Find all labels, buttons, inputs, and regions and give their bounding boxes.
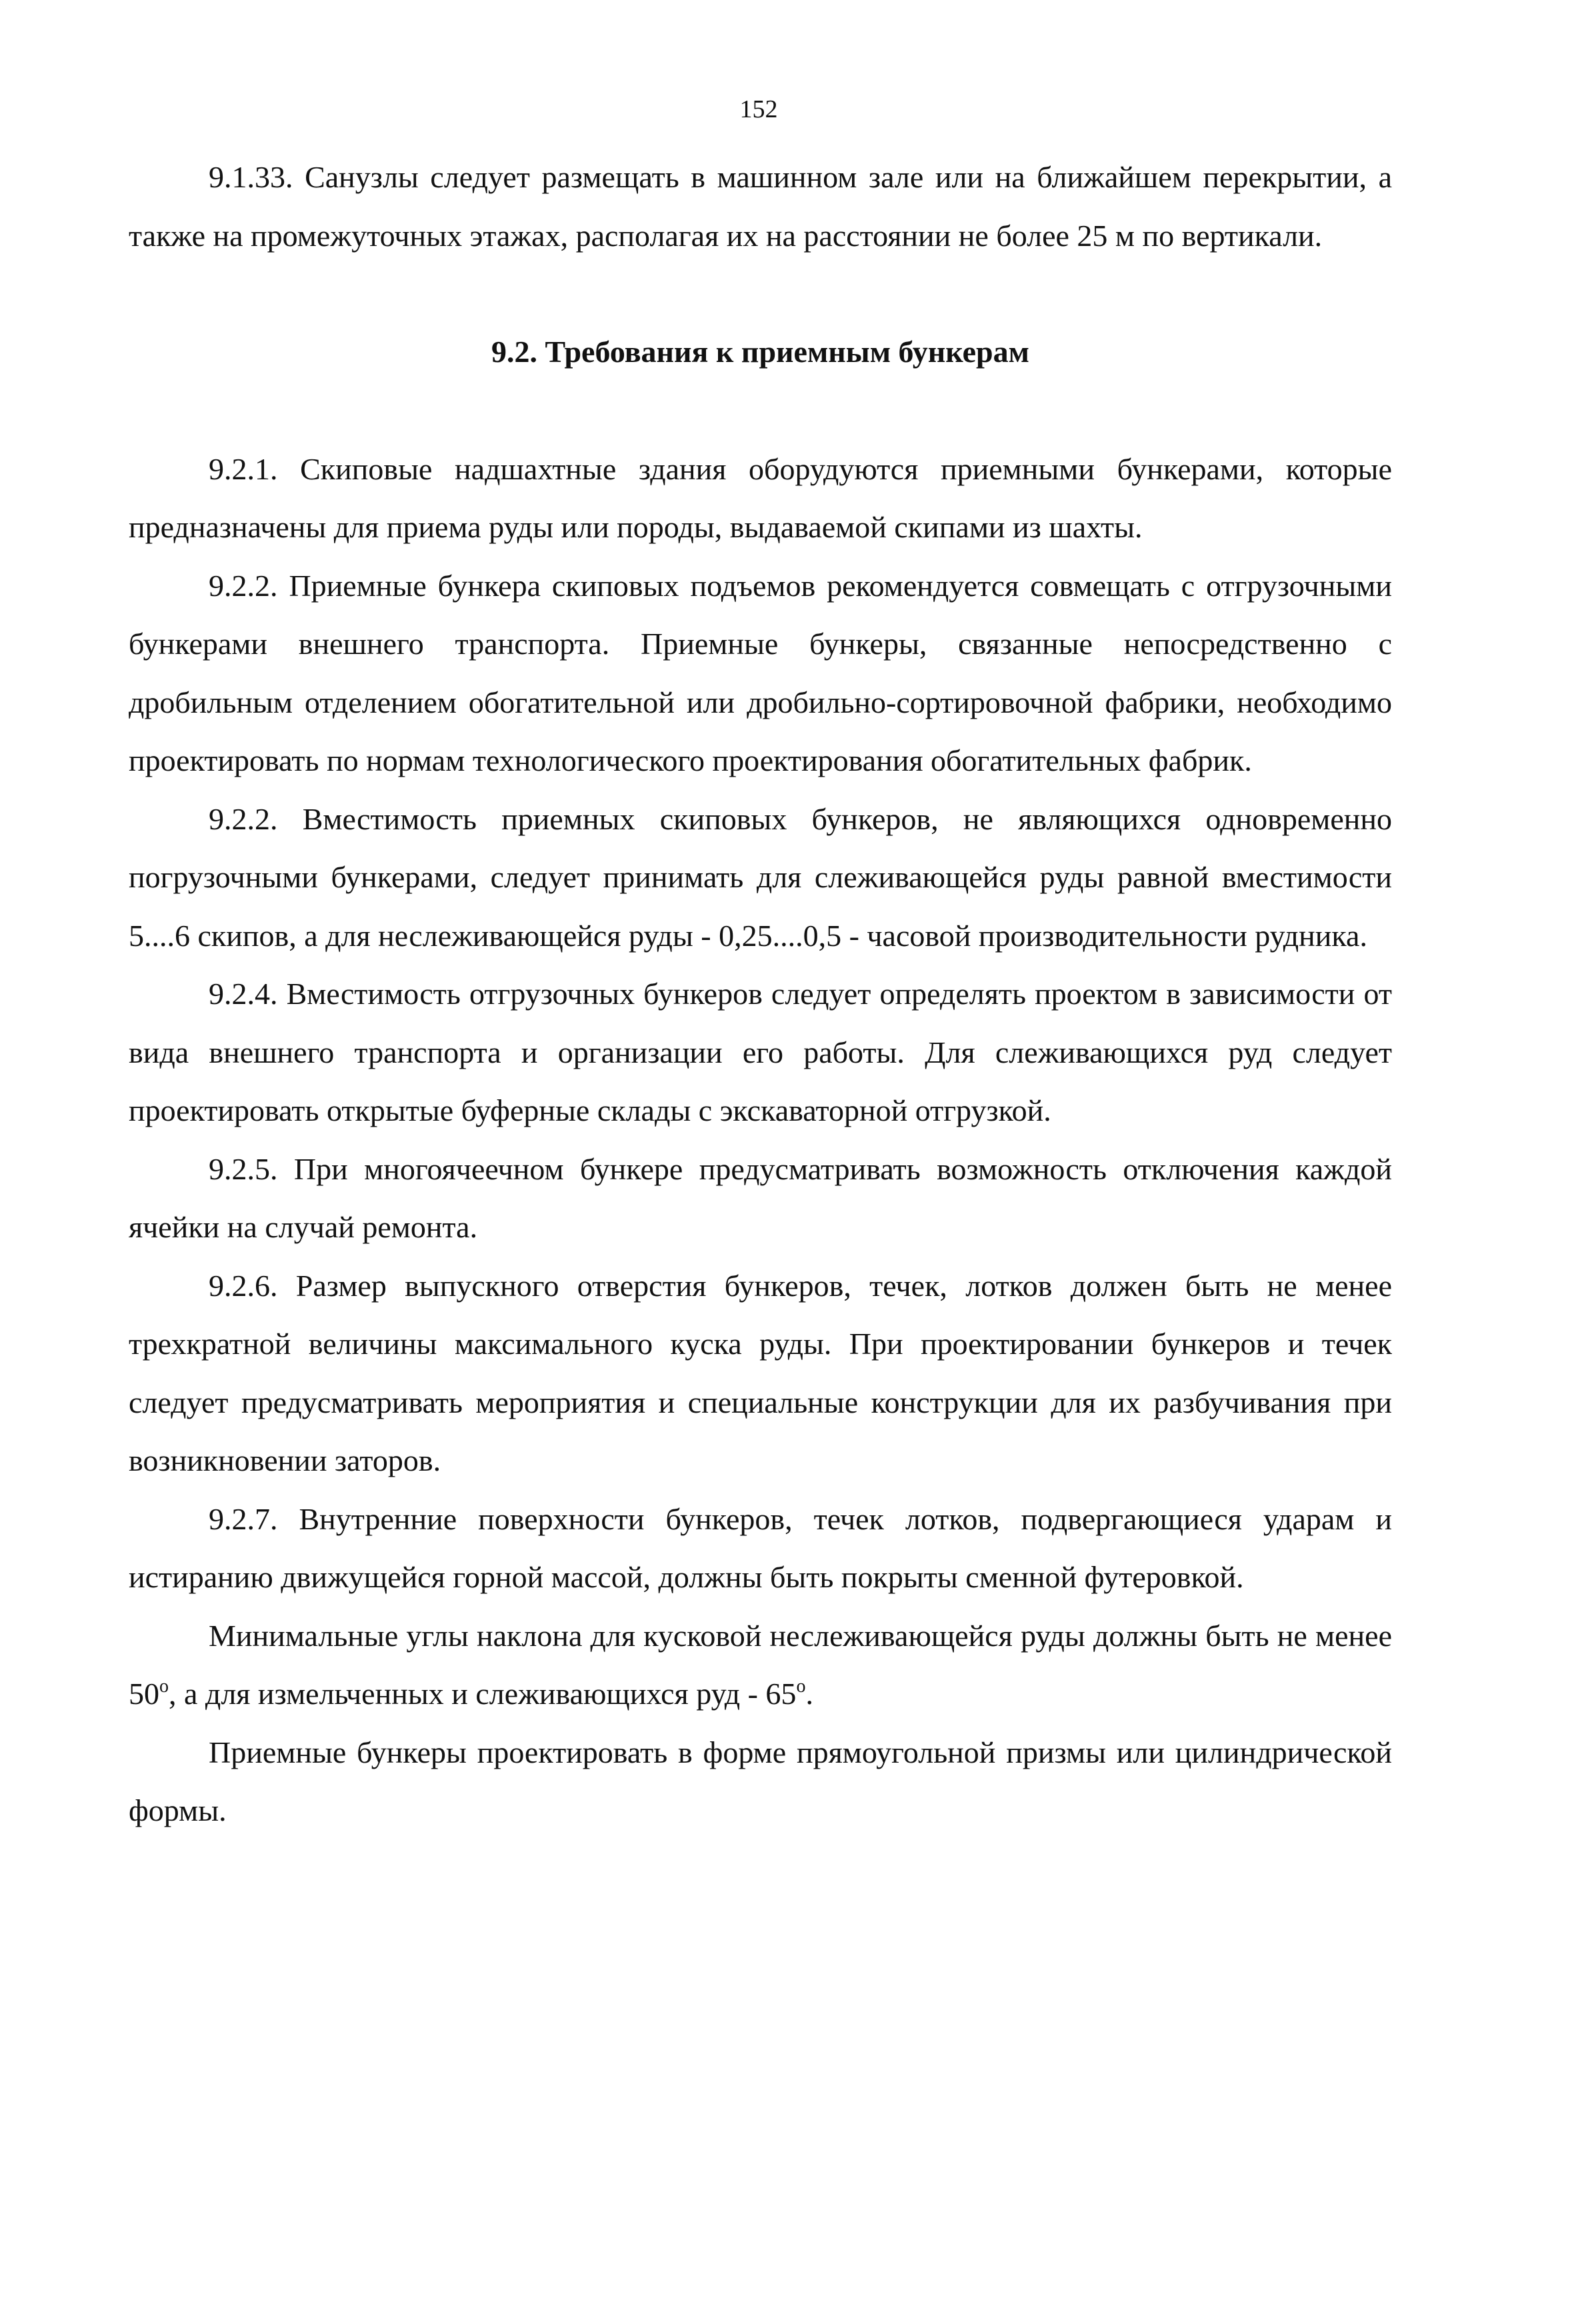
- paragraph-9-2-2-a: 9.2.2. Приемные бункера скиповых подъемов рекомендуется совмещать с отгрузочными бункерами внешнего транспорта. Приемные бункеры, связанные непосредственно с дробильным отделением обогатительной или дробильно-сортировочной фабрики, необходимо проектировать по нормам технологического проектирования обогатительных фабрик.: [129, 568, 1392, 777]
- paragraph-9-2-1: 9.2.1. Скиповые надшахтные здания оборудуются приемными бункерами, которые предназначены для приема руды или породы, выдаваемой скипами из шахты.: [129, 451, 1392, 544]
- angles-text-1: Минимальные углы наклона для кусковой неслеживающейся руды должны быть не менее 50: [129, 1618, 1392, 1711]
- angles-text-2: , а для измельченных и слеживающихся руд - 65: [169, 1677, 797, 1711]
- paragraph-9-2-5: 9.2.5. При многоячеечном бункере предусматривать возможность отключения каждой ячейки на случай ремонта.: [129, 1151, 1392, 1244]
- paragraph-min-angles: [129, 1607, 1392, 1723]
- paragraph-9-2-7: 9.2.7. Внутренние поверхности бункеров, течек лотков, подвергающиеся ударам и истиранию движущейся горной массой, должны быть покрыты сменной футеровкой.: [129, 1501, 1392, 1594]
- degree-superscript-2: o: [796, 1676, 806, 1697]
- paragraph-bunker-shape: Приемные бункеры проектировать в форме прямоугольной призмы или цилиндрической формы.: [129, 1735, 1392, 1827]
- page-number: 152: [739, 95, 778, 123]
- paragraph-9-2-2-b: 9.2.2. Вместимость приемных скиповых бункеров, не являющихся одновременно погрузочными бункерами, следует принимать для слеживающейся руды равной вместимости 5....6 скипов, а для неслеживающейся руды - 0,25....0,5 - часовой производительности рудника.: [129, 801, 1392, 953]
- paragraph-9-2-4: 9.2.4. Вместимость отгрузочных бункеров следует определять проектом в зависимости от вида внешнего транспорта и организации его работы. Для слеживающихся руд следует проектировать открытые буферные склады с экскаваторной отгрузкой.: [129, 977, 1392, 1127]
- paragraph-9-2-6: 9.2.6. Размер выпускного отверстия бункеров, течек, лотков должен быть не менее трехкратной величины максимального куска руды. При проектировании бункеров и течек следует предусматривать мероприятия и специальные конструкции для их разбучивания при возникновении заторов.: [129, 1268, 1392, 1477]
- degree-superscript-1: o: [159, 1676, 169, 1697]
- section-heading: 9.2. Требования к приемным бункерам: [491, 335, 1029, 369]
- document-body: [129, 148, 1392, 1840]
- paragraph-9-1-33: 9.1.33. Санузлы следует размещать в машинном зале или на ближайшем перекрытии, а также на промежуточных этажах, располагая их на расстоянии не более 25 м по вертикали.: [129, 160, 1392, 253]
- angles-text-3: .: [805, 1677, 813, 1711]
